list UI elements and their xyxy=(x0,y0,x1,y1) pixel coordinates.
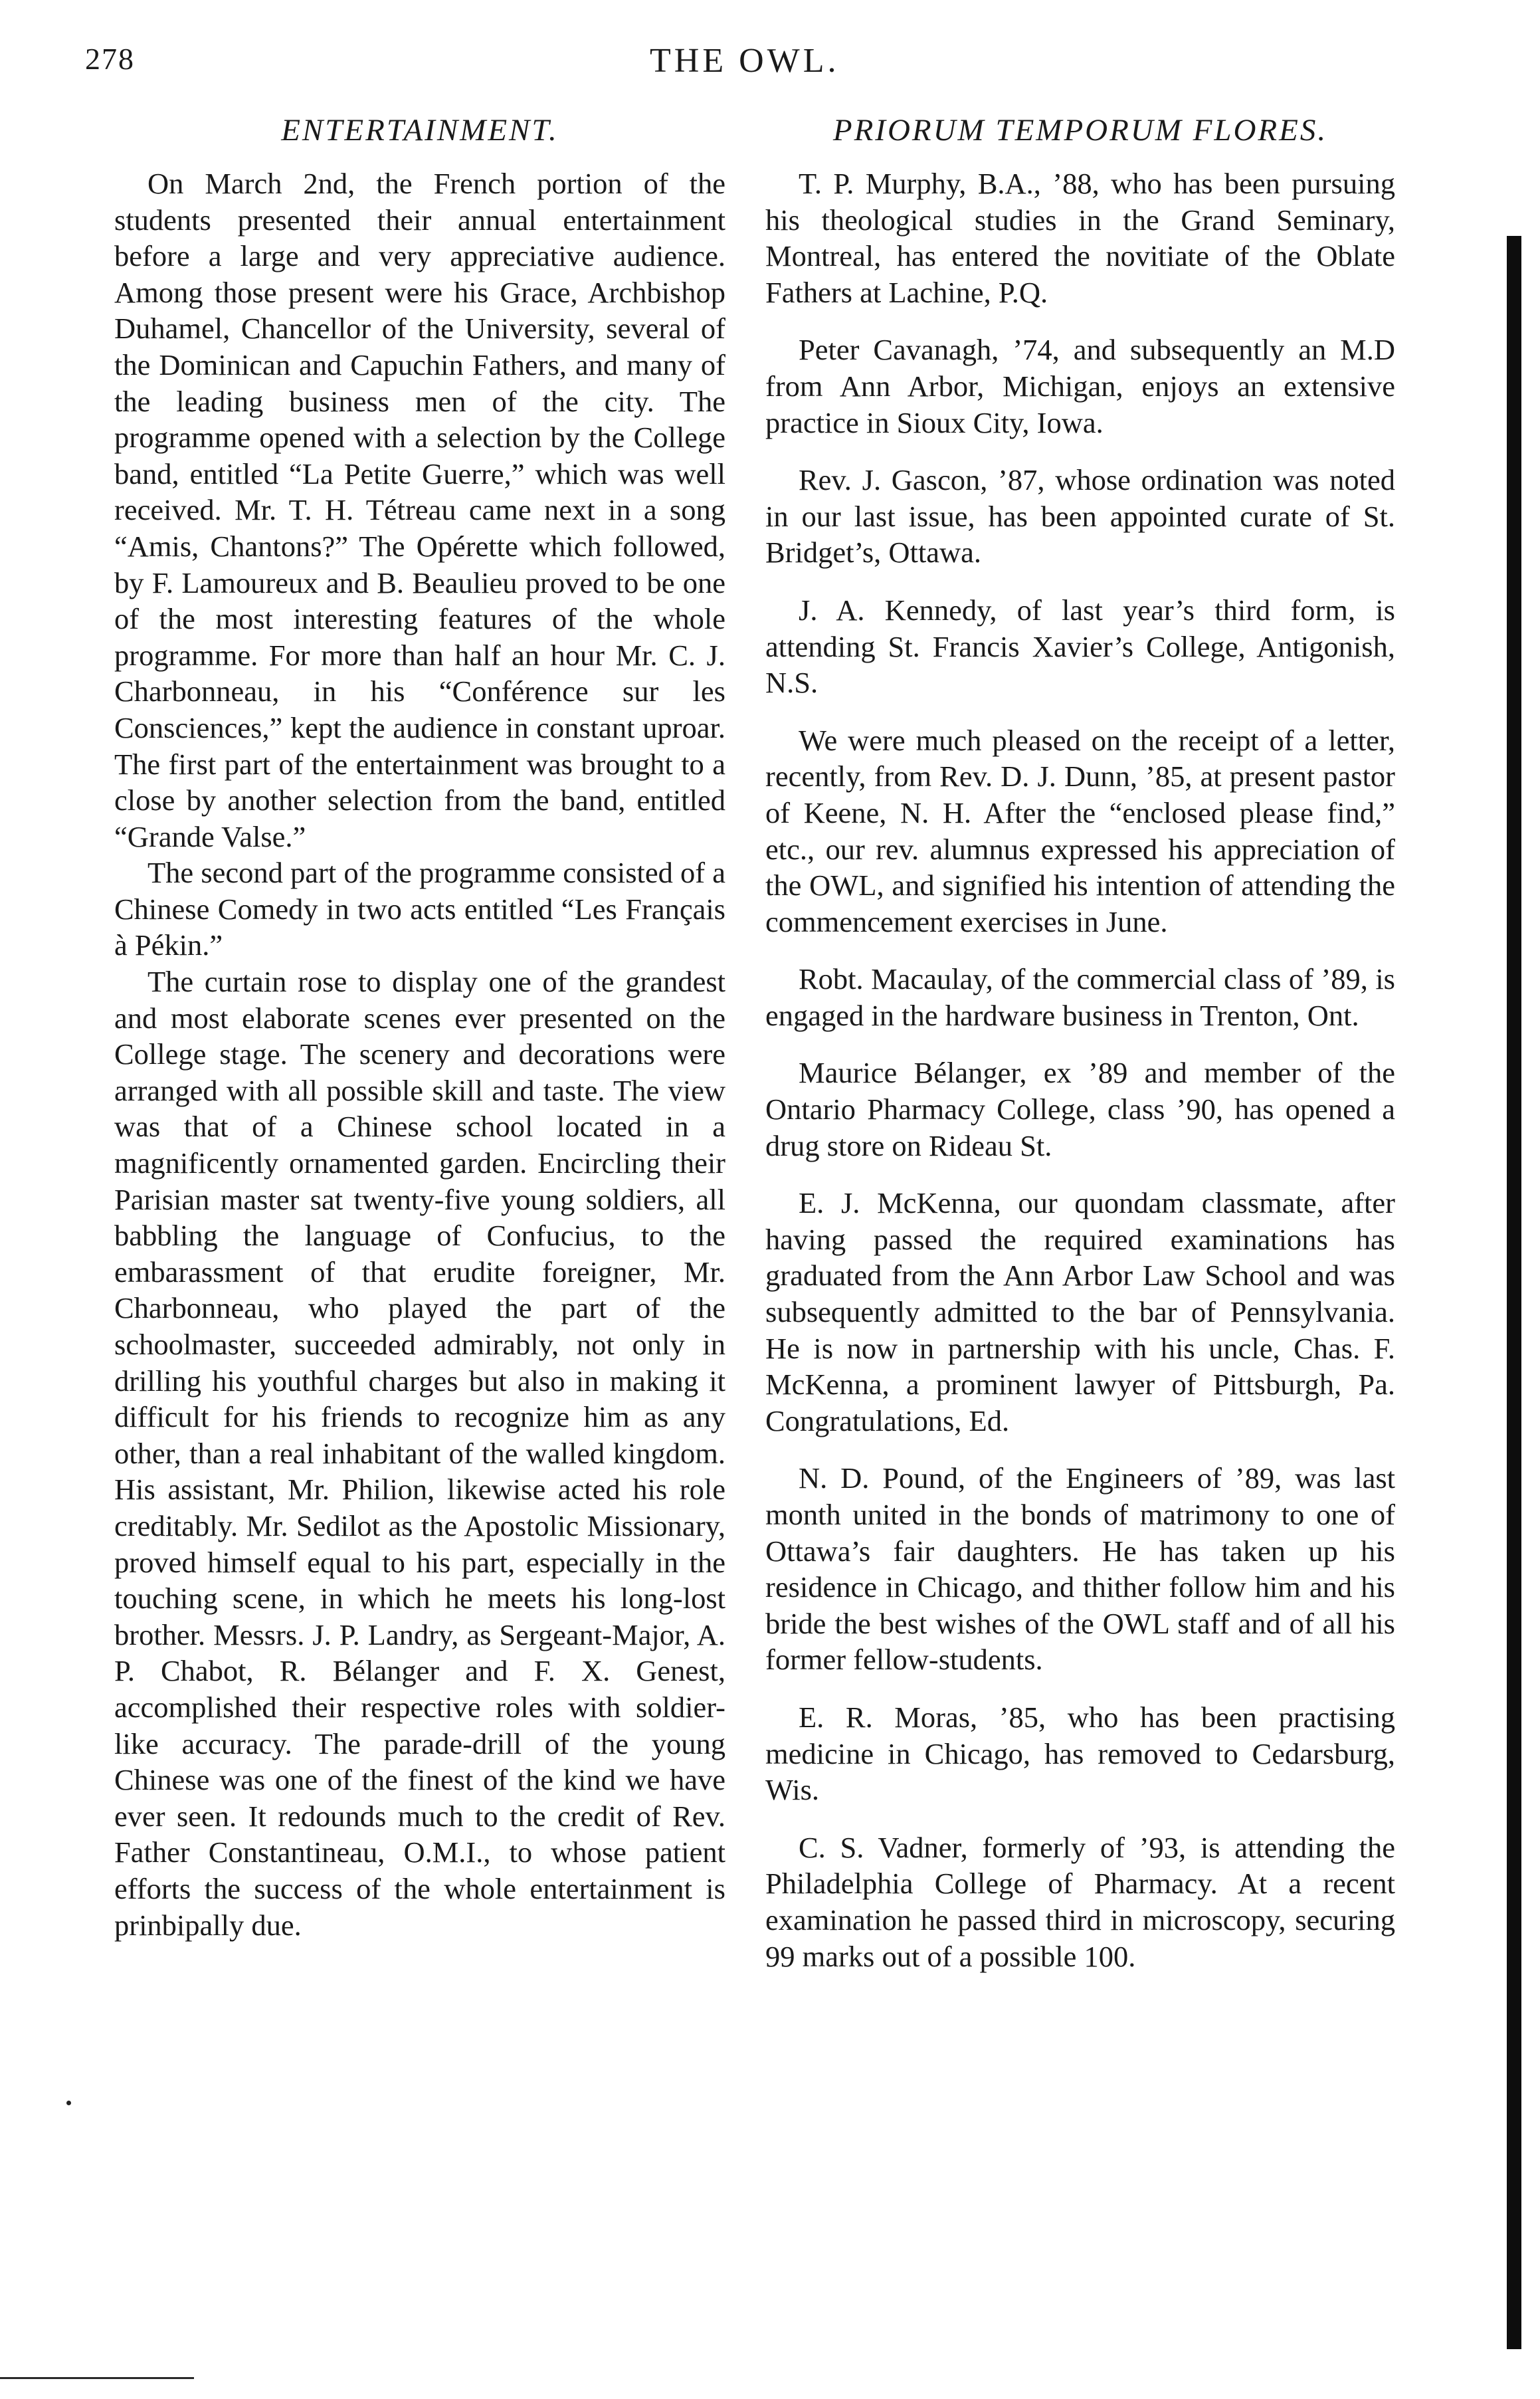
entertainment-paragraph-comedy-review: The curtain rose to display one of the grandest and most elaborate scenes ever presented on the College stage. The scenery and decorations were arranged with all possible skill and taste. The view was that of a Chinese school located in a magnificently ornamented garden. Encircling their Parisian master sat twenty-five young soldiers, all babbling the language of Confucius, to the embarassment of that erudite foreigner, Mr. Charbonneau, who played the part of the schoolmaster, succeeded admirably, not only in drilling his youthful charges but also in making it difficult for his friends to recognize him as any other, than a real inhabitant of the walled kingdom. His assistant, Mr. Philion, likewise acted his role creditably. Mr. Sedilot as the Apostolic Missionary, proved himself equal to his part, especially in the touching scene, in which he meets his long-lost brother. Messrs. J. P. Landry, as Sergeant-Major, A. P. Chabot, R. Bélanger and F. X. Genest, accomplished their respective roles with soldier-like accuracy. The parade-drill of the young Chinese was one of the finest of the kind we have ever seen. It redounds much to the credit of Rev. Father Constantineau, O.M.I., to whose patient efforts the success of the whole entertainment is prinbipally due. xyxy=(114,965,725,1942)
alumni-note-moras: E. R. Moras, ’85, who has been practising medicine in Chicago, has removed to Cedarsburg, Wis. xyxy=(765,1700,1395,1807)
page-header xyxy=(85,41,1414,88)
alumni-note-pound: N. D. Pound, of the Engineers of ’89, was last month united in the bonds of matrimony to one of Ottawa’s fair daughters. He has taken up his residence in Chicago, and thither follow him and his bride the best wishes of the OWL staff and of all his former fellow-students. xyxy=(765,1461,1395,1677)
alumni-notes-heading: PRIORUM TEMPORUM FLORES. xyxy=(832,113,1328,148)
entertainment-paragraph-first-part: On March 2nd, the French portion of the students presented their annual entertainment before a large and very appreciative audience. Among those present were his Grace, Archbishop Duhamel, Chancellor of the University, several of the Dominican and Capuchin Fathers, and many of the leading business men of the city. The programme opened with a selection by the College band, entitled “La Petite Guerre,” which was well received. Mr. T. H. Tétreau came next in a song “Amis, Chantons?” The Opérette which followed, by F. Lamoureux and B. Beaulieu proved to be one of the most interesting features of the whole programme. For more than half an hour Mr. C. J. Charbonneau, in his “Conférence sur les Consciences,” kept the audience in constant uproar. The first part of the entertainment was brought to a close by another selection from the band, entitled “Grande Valse.” xyxy=(114,167,725,853)
alumni-note-cavanagh: Peter Cavanagh, ’74, and subsequently an M.D from Ann Arbor, Michigan, enjoys an extensive practice in Sioux City, Iowa. xyxy=(765,333,1395,439)
bottom-rule xyxy=(0,2377,194,2379)
entertainment-column xyxy=(114,110,725,1943)
running-title: THE OWL. xyxy=(650,42,840,80)
alumni-note-murphy: T. P. Murphy, B.A., ’88, who has been pursuing his theological studies in the Grand Seminary, Montreal, has entered the novitiate of the Oblate Fathers at Lachine, P.Q. xyxy=(765,167,1395,309)
page-number: 278 xyxy=(85,42,135,76)
entertainment-paragraph-second-part: The second part of the programme consisted of a Chinese Comedy in two acts entitled “Les Français à Pékin.” xyxy=(114,856,725,962)
entertainment-heading: ENTERTAINMENT. xyxy=(281,113,559,148)
alumni-note-vadner: C. S. Vadner, formerly of ’93, is attending the Philadelphia College of Pharmacy. At a recent examination he passed third in microscopy, securing 99 marks out of a possible 100. xyxy=(765,1830,1395,1973)
alumni-note-mckenna: E. J. McKenna, our quondam classmate, after having passed the required examinations has graduated from the Ann Arbor Law School and was subsequently admitted to the bar of Pennsylvania. He is now in partnership with his uncle, Chas. F. McKenna, a prominent lawyer of Pittsburgh, Pa. Congratulations, Ed. xyxy=(765,1186,1395,1437)
alumni-note-macaulay: Robt. Macaulay, of the commercial class of ’89, is engaged in the hardware business in Trenton, Ont. xyxy=(765,962,1395,1032)
scan-edge-bar xyxy=(1507,236,1521,2349)
alumni-note-gascon: Rev. J. Gascon, ’87, whose ordination was noted in our last issue, has been appointed curate of St. Bridget’s, Ottawa. xyxy=(765,463,1395,570)
alumni-note-dunn: We were much pleased on the receipt of a letter, recently, from Rev. D. J. Dunn, ’85, at present pastor of Keene, N. H. After the “enclosed please find,” etc., our rev. alumnus expressed his appreciation of the OWL, and signified his intention of attending the commencement exercises in June. xyxy=(765,723,1395,938)
alumni-note-kennedy: J. A. Kennedy, of last year’s third form, is attending St. Francis Xavier’s College, Antigonish, N.S. xyxy=(765,593,1395,700)
alumni-notes-column xyxy=(765,110,1395,1996)
alumni-note-belanger: Maurice Bélanger, ex ’89 and member of the Ontario Pharmacy College, class ’90, has opened a drug store on Rideau St. xyxy=(765,1056,1395,1162)
margin-speck xyxy=(66,2101,71,2105)
